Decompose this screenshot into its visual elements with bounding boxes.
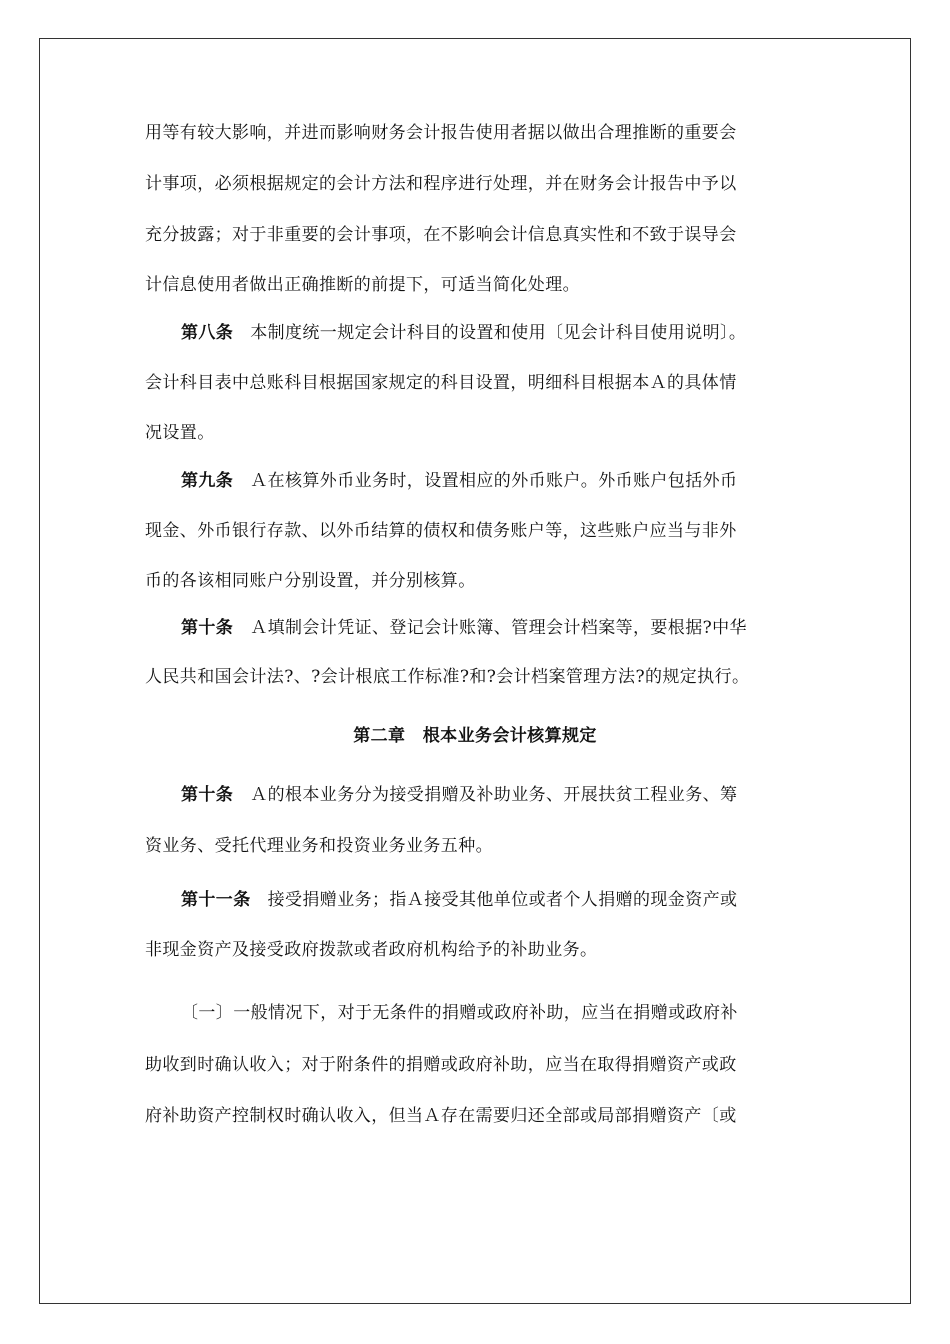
article-9 (181, 466, 737, 496)
paragraph-line: 况设置。 (145, 423, 215, 443)
chapter-title: 第二章 根本业务会计核算规定 (353, 726, 597, 746)
paragraph-line: 计事项，必须根据规定的会计方法和程序进行处理，并在财务会计报告中予以 (145, 174, 737, 194)
article-10-second (181, 780, 737, 810)
paragraph-line: 本制度统一规定会计科目的设置和使用〔见会计科目使用说明〕。 (250, 323, 747, 343)
paragraph-line: 币的各该相同账户分别设置，并分别核算。 (145, 571, 476, 591)
paragraph-line: 计信息使用者做出正确推断的前提下，可适当简化处理。 (145, 275, 580, 295)
paragraph-line: 现金、外币银行存款、以外币结算的债权和债务账户等，这些账户应当与非外 (145, 521, 737, 541)
paragraph-line: 人民共和国会计法?、?会计根底工作标准?和?会计档案管理方法?的规定执行。 (145, 667, 750, 687)
list-item-1: 〔一〕一般情况下，对于无条件的捐赠或政府补助，应当在捐赠或政府补 (181, 1003, 738, 1023)
article-9-label: 第九条 (181, 471, 234, 491)
paragraph-line: 会计科目表中总账科目根据国家规定的科目设置，明细科目根据本Ａ的具体情 (145, 373, 737, 393)
article-11-label: 第十一条 (181, 890, 251, 910)
paragraph-line: 非现金资产及接受政府拨款或者政府机构给予的补助业务。 (145, 940, 598, 960)
paragraph-line: 充分披露；对于非重要的会计事项，在不影响会计信息真实性和不致于误导会 (145, 225, 737, 245)
paragraph-line: 府补助资产控制权时确认收入，但当Ａ存在需要归还全部或局部捐赠资产〔或 (145, 1106, 737, 1126)
paragraph-line: Ａ在核算外币业务时，设置相应的外币账户。外币账户包括外币 (250, 471, 738, 491)
paragraph-line: 资业务、受托代理业务和投资业务业务五种。 (145, 836, 493, 856)
paragraph-line: Ａ填制会计凭证、登记会计账簿、管理会计档案等，要根据?中华 (250, 618, 747, 638)
article-8 (181, 318, 746, 348)
article-11 (181, 885, 737, 915)
article-8-label: 第八条 (181, 323, 234, 343)
paragraph-line: 用等有较大影响，并进而影响财务会计报告使用者据以做出合理推断的重要会 (145, 123, 737, 143)
paragraph-line: Ａ的根本业务分为接受捐赠及补助业务、开展扶贫工程业务、筹 (250, 785, 738, 805)
article-10 (181, 613, 747, 643)
article-10-second-label: 第十条 (181, 785, 234, 805)
article-10-label: 第十条 (181, 618, 234, 638)
paragraph-line: 接受捐赠业务；指Ａ接受其他单位或者个人捐赠的现金资产或 (267, 890, 738, 910)
paragraph-line: 助收到时确认收入；对于附条件的捐赠或政府补助，应当在取得捐赠资产或政 (145, 1055, 737, 1075)
